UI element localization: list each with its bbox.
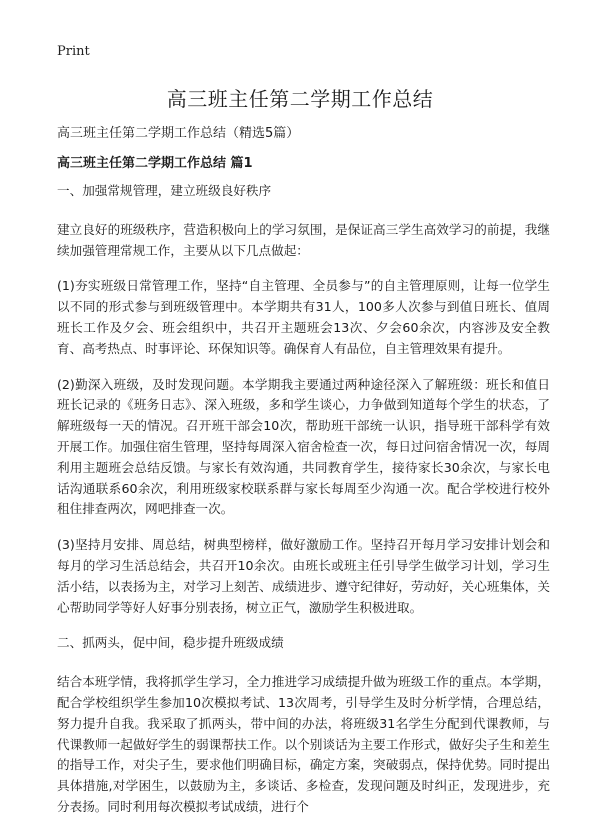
subheading-2: 二、抓两头，促中间，稳步提升班级成绩 [57, 635, 284, 651]
document-subtitle: 高三班主任第二学期工作总结（精选5篇） [57, 126, 300, 141]
subheading-1: 一、加强常规管理，建立班级良好秩序 [57, 183, 272, 198]
document-body [57, 181, 550, 833]
paragraph-item-3: (3)坚持月安排、周总结，树典型榜样，做好激励工作。坚持召开每月学习安排计划会和每月的学习生活总结会，共召开10余次。由班长或班主任引导学生做学习计划，学习生活小结，以表扬为主，对学习上刻苦、成绩进步、遵守纪律好，劳动好，关心班集体，关心帮助同学等好人好事分别表扬，树立正气，激励学生积极进取。 [57, 537, 550, 615]
print-link[interactable]: Print [57, 44, 90, 59]
paragraph-intro: 建立良好的班级秩序，营造积极向上的学习氛围，是保证高三学生高效学习的前提，我继续加强管理常规工作，主要从以下几点做起： [57, 221, 550, 258]
section-heading: 高三班主任第二学期工作总结 篇1 [57, 156, 253, 171]
paragraph-item-2: (2)勤深入班级，及时发现问题。本学期我主要通过两种途径深入了解班级：班长和值日班长记录的《班务日志》、深入班级，多和学生谈心，力争做到知道每个学生的状态，了解班级每一天的情况。召开班干部会10次，帮助班干部统一认识，指导班干部科学有效开展工作。加强住宿生管理，坚持每周深入宿舍检查一次，每日过问宿舍情况一次，每周利用主题班会总结反馈。与家长有效沟通，共同教育学生，接待家长30余次，与家长电话沟通联系60余次，利用班级家校联系群与家长每周至少沟通一次。配合学校进行校外租住排查两次，网吧排查一次。 [57, 376, 550, 517]
page-title: 高三班主任第二学期工作总结 [166, 87, 434, 111]
paragraph-section-2: 结合本班学情，我将抓学生学习，全力推进学习成绩提升做为班级工作的重点。本学期，配合学校组织学生参加10次模拟考试、13次周考，引导学生及时分析学情，合理总结，努力提升自我。我采取了抓两头，带中间的办法，将班级31名学生分配到代课教师，与代课教师一起做好学生的弱课帮扶工作。以个别谈话为主要工作形式，做好尖子生和差生的指导工作，对尖子生，要求他们明确目标，确定方案，突破弱点，保持优势。同时提出具体措施,对学困生，以鼓励为主，多谈话、多检查，发现问题及时纠正，发现进步，充分表扬。同时利用每次模拟考试成绩，进行个 [57, 674, 550, 814]
paragraph-item-1: (1)夯实班级日常管理工作，坚持“自主管理、全员参与”的自主管理原则，让每一位学生以不同的形式参与到班级管理中。本学期共有31人，100多人次参与到值日班长、值周班长工作及夕会、班会组织中，共召开主题班会13次、夕会60余次，内容涉及安全教育、高考热点、时事评论、环保知识等。确保育人有品位，自主管理效果有提升。 [57, 278, 550, 356]
